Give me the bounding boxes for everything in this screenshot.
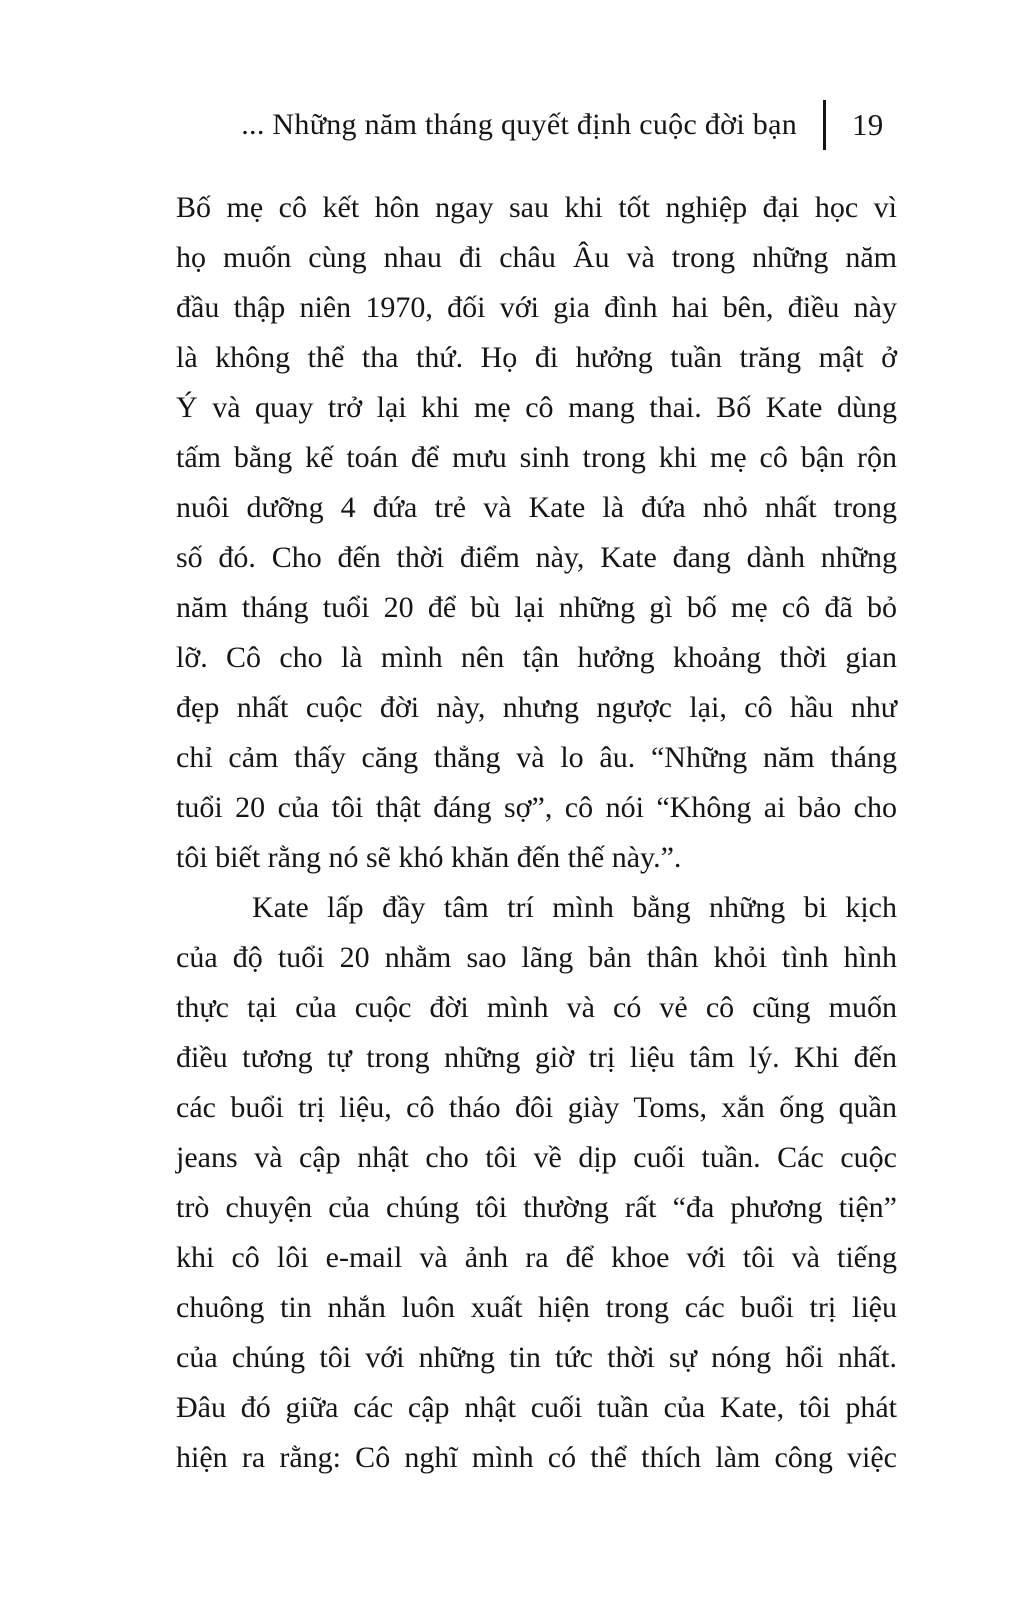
text-line: jeans và cập nhật cho tôi về dịp cuối tuần. Các cuộc xyxy=(176,1141,897,1174)
text-line: khi cô lôi e-mail và ảnh ra để khoe với tôi và tiếng xyxy=(176,1241,897,1274)
text-line: điều tương tự trong những giờ trị liệu tâm lý. Khi đến xyxy=(176,1041,897,1074)
running-header xyxy=(241,100,896,150)
text-line: trò chuyện của chúng tôi thường rất “đa phương tiện” xyxy=(176,1191,897,1224)
text-line: tuổi 20 của tôi thật đáng sợ”, cô nói “Không ai bảo cho xyxy=(176,791,897,824)
text-line: Đâu đó giữa các cập nhật cuối tuần của Kate, tôi phát xyxy=(176,1391,897,1424)
text-line: tấm bằng kế toán để mưu sinh trong khi mẹ cô bận rộn xyxy=(176,441,897,474)
text-line: chuông tin nhắn luôn xuất hiện trong các buổi trị liệu xyxy=(176,1291,897,1324)
text-line: Ý và quay trở lại khi mẹ cô mang thai. Bố Kate dùng xyxy=(176,391,897,424)
text-line: của độ tuổi 20 nhằm sao lãng bản thân khỏi tình hình xyxy=(176,941,897,974)
text-line: thực tại của cuộc đời mình và có vẻ cô cũng muốn xyxy=(176,991,897,1024)
text-line: đầu thập niên 1970, đối với gia đình hai bên, điều này xyxy=(176,291,897,324)
running-header-title: ... Những năm tháng quyết định cuộc đời bạn xyxy=(241,108,797,141)
page-body-text xyxy=(176,183,897,1483)
text-line: đẹp nhất cuộc đời này, nhưng ngược lại, cô hầu như xyxy=(176,691,897,724)
page-number: 19 xyxy=(852,107,884,142)
text-line: năm tháng tuổi 20 để bù lại những gì bố mẹ cô đã bỏ xyxy=(176,591,897,624)
text-line: Kate lấp đầy tâm trí mình bằng những bi kịch xyxy=(252,891,897,924)
text-line: của chúng tôi với những tin tức thời sự nóng hổi nhất. xyxy=(176,1341,897,1374)
text-line: hiện ra rằng: Cô nghĩ mình có thể thích làm công việc xyxy=(176,1441,897,1474)
text-line: lỡ. Cô cho là mình nên tận hưởng khoảng thời gian xyxy=(176,641,897,674)
header-divider-rule xyxy=(823,100,826,150)
text-line: các buổi trị liệu, cô tháo đôi giày Toms, xắn ống quần xyxy=(176,1091,897,1124)
text-line: chỉ cảm thấy căng thẳng và lo âu. “Những năm tháng xyxy=(176,741,897,774)
text-line: nuôi dưỡng 4 đứa trẻ và Kate là đứa nhỏ nhất trong xyxy=(176,491,897,524)
text-line: tôi biết rằng nó sẽ khó khăn đến thế này.”. xyxy=(176,841,682,874)
text-line: Bố mẹ cô kết hôn ngay sau khi tốt nghiệp đại học vì xyxy=(176,191,897,224)
text-line: họ muốn cùng nhau đi châu Âu và trong những năm xyxy=(176,241,897,274)
text-line: số đó. Cho đến thời điểm này, Kate đang dành những xyxy=(176,541,897,574)
text-line: là không thể tha thứ. Họ đi hưởng tuần trăng mật ở xyxy=(176,341,897,374)
